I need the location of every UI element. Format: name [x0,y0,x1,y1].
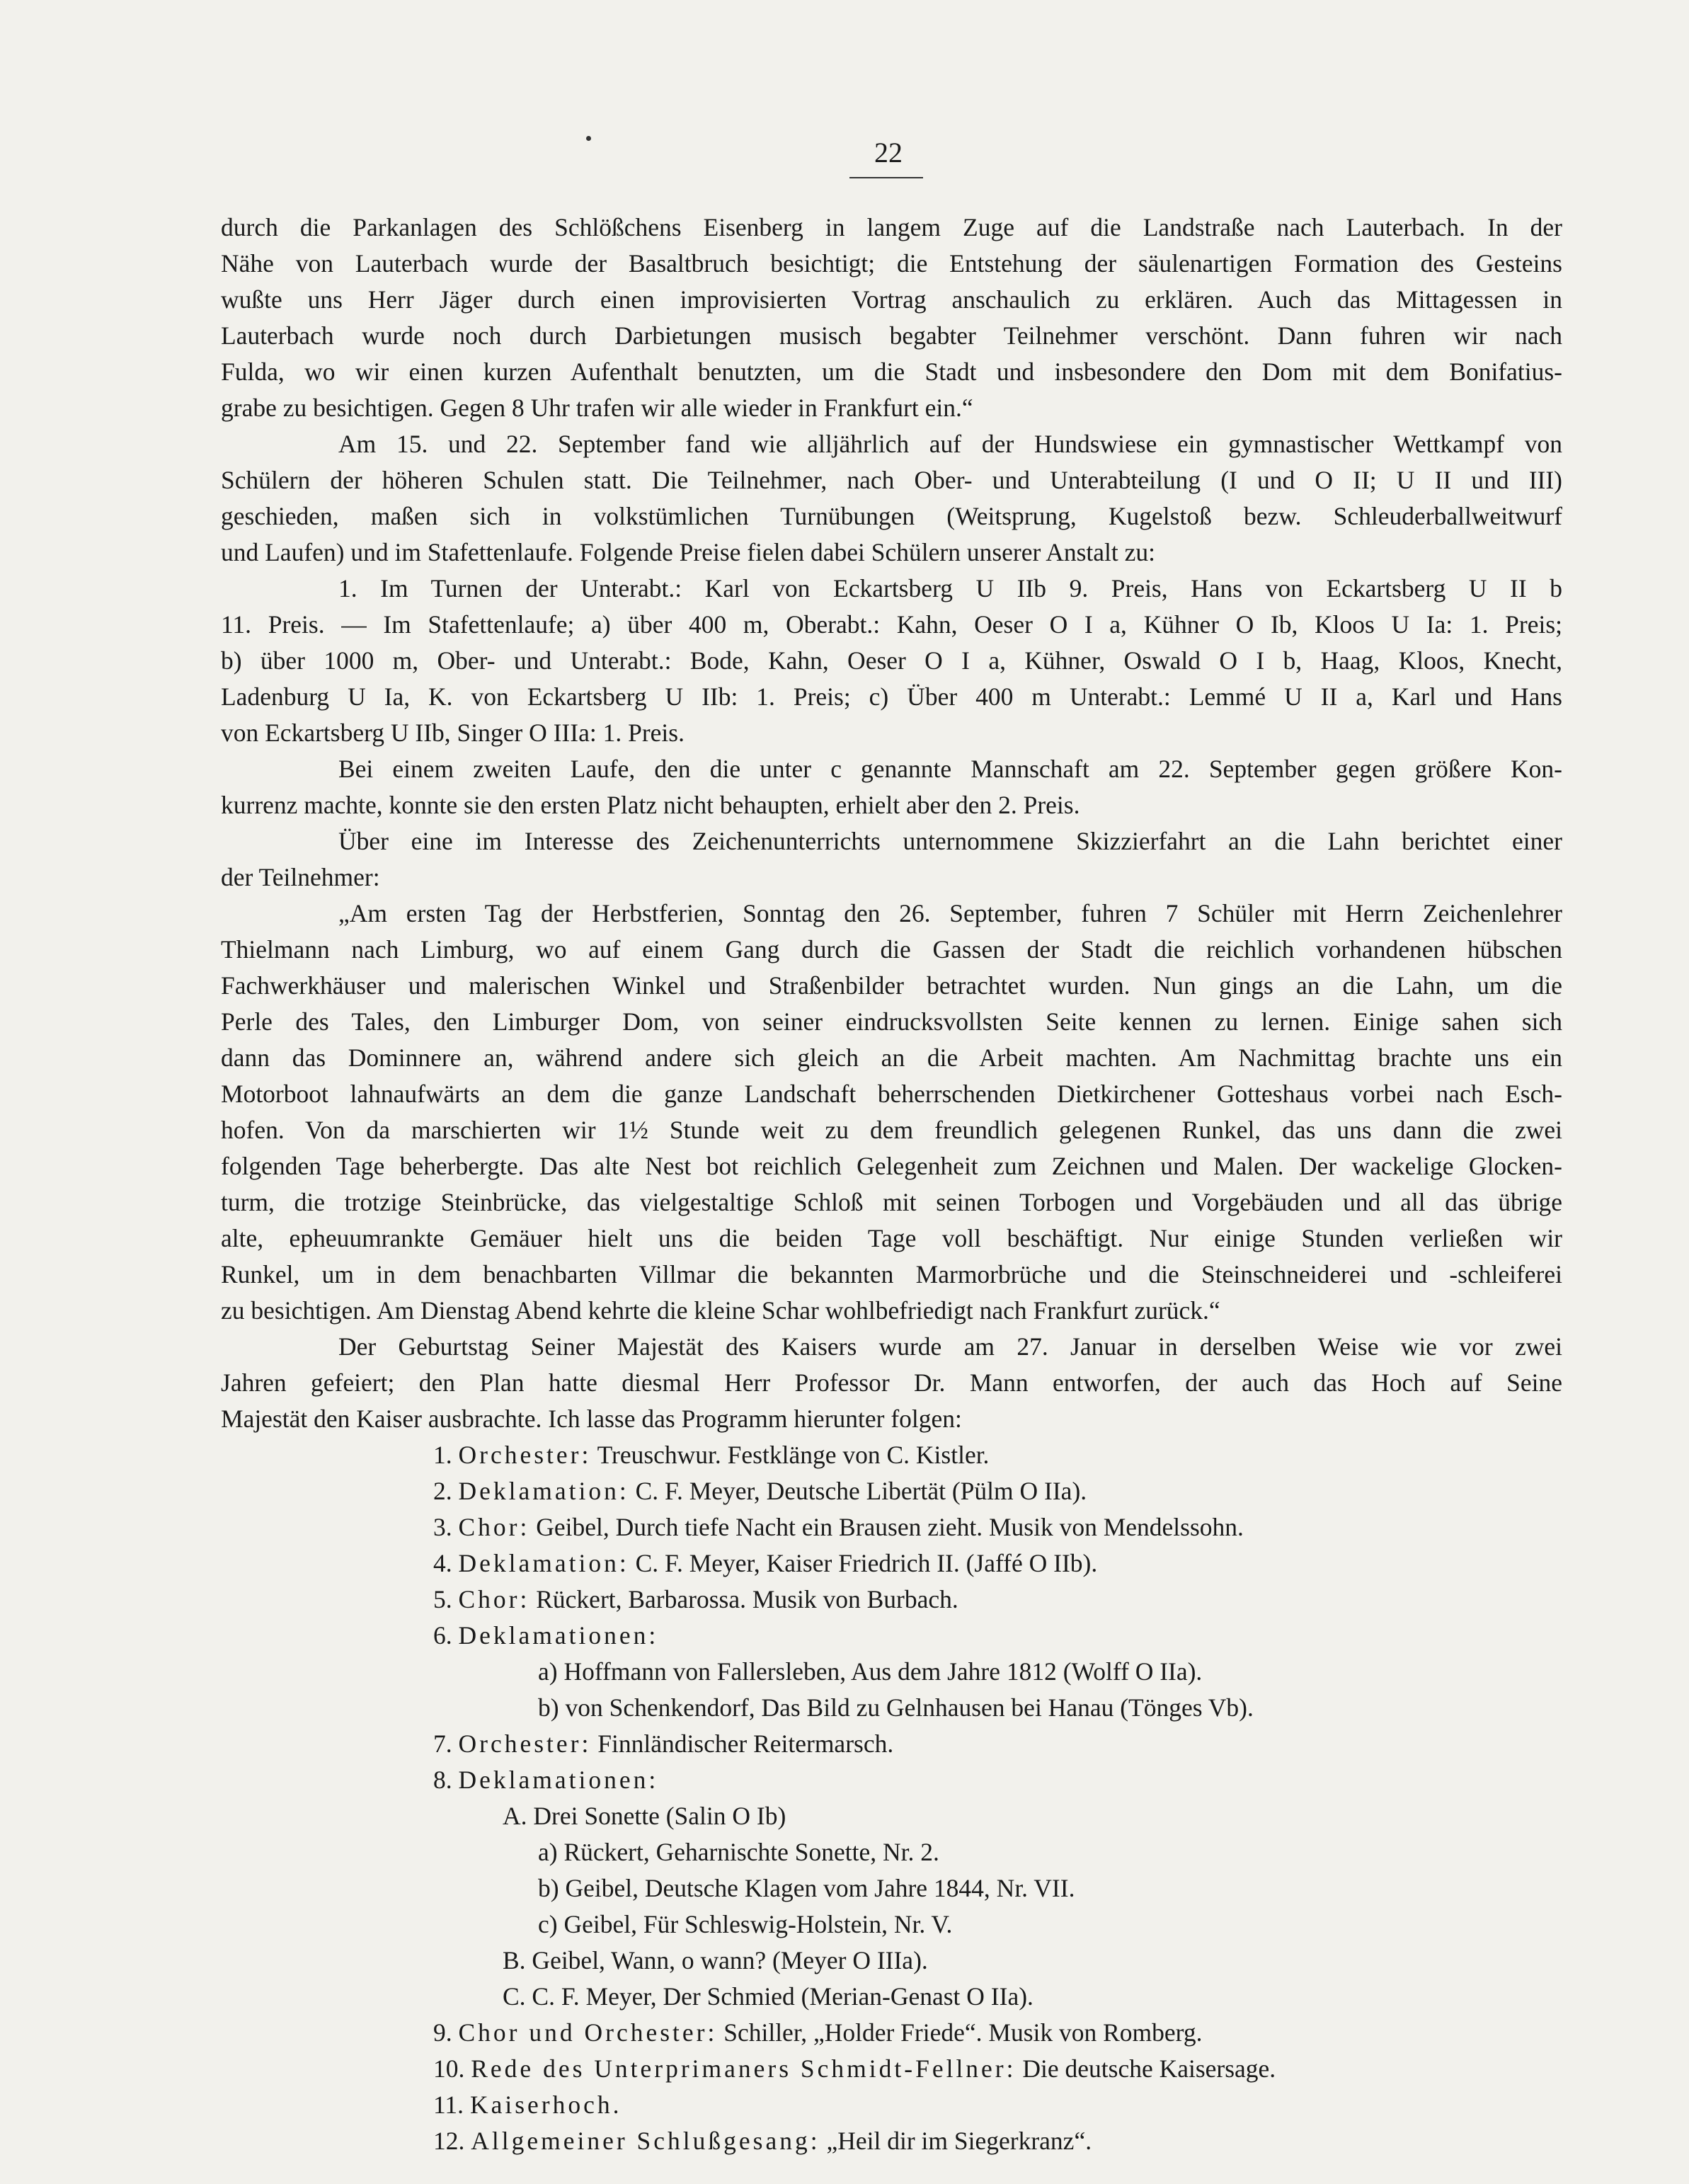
text-line: wußte uns Herr Jäger durch einen improvisierten Vortrag anschaulich zu erklären. Auch das Mittagessen in [221,285,1562,314]
program-item [221,1726,1562,1762]
text-line: Der Geburtstag Seiner Majestät des Kaisers wurde am 27. Januar in derselben Weise wie vor zwei [338,1332,1562,1361]
program-title: Chor und Orchester: [458,2018,718,2047]
text-line: Am 15. und 22. September fand wie alljährlich auf der Hundswiese ein gymnastischer Wettkampf von [338,430,1562,458]
text-line: Jahren gefeiert; den Plan hatte diesmal Herr Professor Dr. Mann entworfen, der auch das Hoch auf Seine [221,1368,1562,1397]
text-line: Fulda, wo wir einen kurzen Aufenthalt benutzten, um die Stadt und insbesondere den Dom mit dem Bonifatius- [221,358,1562,386]
program-number: 11. [433,2091,464,2119]
program-title: Deklamation: [458,1477,629,1505]
program-number: 3. [433,1513,452,1541]
program-text: Geibel, Durch tiefe Nacht ein Brausen zieht. Musik von Mendelssohn. [536,1513,1244,1541]
text-line: Bei einem zweiten Laufe, den die unter c genannte Mannschaft am 22. September gegen größere Kon- [338,755,1562,783]
program-item [221,2087,1562,2123]
text-line: alte, epheuumrankte Gemäuer hielt uns die beiden Tage voll beschäftigt. Nur einige Stunden verließen wir [221,1224,1562,1252]
text-line: Über eine im Interesse des Zeichenunterrichts unternommene Skizzierfahrt an die Lahn berichtet einer [338,827,1562,855]
program-title: Allgemeiner Schlußgesang: [471,2127,820,2155]
program-item [221,2051,1562,2087]
text-line: folgenden Tage beherbergte. Das alte Nest bot reichlich Gelegenheit zum Zeichnen und Malen. Der wackelige Glocken- [221,1152,1562,1180]
program-number: 8. [433,1766,452,1794]
program-item [221,1509,1562,1545]
program-title: Deklamationen: [458,1766,659,1794]
text-line: Motorboot lahnaufwärts an dem die ganze Landschaft beherrschenden Dietkirchener Gotteshaus vorbei nach Esch- [221,1080,1562,1108]
program-number: 4. [433,1549,452,1577]
program-item [221,1437,1562,1473]
program-text: C. F. Meyer, Deutsche Libertät (Pülm O IIa). [635,1477,1087,1505]
program-item [221,1545,1562,1582]
program-number: 2. [433,1477,452,1505]
text-line: b) über 1000 m, Ober- und Unterabt.: Bode, Kahn, Oeser O I a, Kühner, Oswald O I b, Haag, Kloos, Knecht, [221,646,1562,675]
text-line: turm, die trotzige Steinbrücke, das vielgestaltige Schloß mit seinen Torbogen und Vorgebäuden und all das übrige [221,1188,1562,1216]
page-number-rule [849,177,923,178]
program-item [221,2123,1562,2159]
program-item [221,1834,1562,1870]
text-line: hofen. Von da marschierten wir 1½ Stunde weit zu dem freundlich gelegenen Runkel, das uns dann die zwei [221,1116,1562,1144]
text-line: grabe zu besichtigen. Gegen 8 Uhr trafen wir alle wieder in Frankfurt ein.“ [221,394,973,422]
program-title: Rede des Unterprimaners Schmidt-Fellner: [471,2054,1017,2083]
program-subitem: a) Hoffmann von Fallersleben, Aus dem Jahre 1812 (Wolff O IIa). [538,1657,1203,1686]
program-text: Rückert, Barbarossa. Musik von Burbach. [536,1585,958,1613]
text-line: geschieden, maßen sich in volkstümlichen Turnübungen (Weitsprung, Kugelstoß bezw. Schleuderballweitwurf [221,502,1562,530]
program-number: 1. [433,1441,452,1469]
program-item [221,1798,1562,1834]
program-title: Deklamation: [458,1549,629,1577]
program-item [221,1654,1562,1690]
program-number: 7. [433,1730,452,1758]
text-line: und Laufen) und im Stafettenlaufe. Folgende Preise fielen dabei Schülern unserer Anstalt zu: [221,538,1156,566]
program-text: C. F. Meyer, Kaiser Friedrich II. (Jaffé O IIb). [635,1549,1098,1577]
text-line: Runkel, um in dem benachbarten Villmar die bekannten Marmorbrüche und die Steinschneiderei und -schleiferei [221,1260,1562,1288]
text-line: Perle des Tales, den Limburger Dom, von seiner eindrucksvollsten Seite kennen zu lernen. Einige sahen sich [221,1007,1562,1036]
program-title: Chor: [458,1513,530,1541]
program-text: Finnländischer Reitermarsch. [597,1730,894,1758]
text-line: Lauterbach wurde noch durch Darbietungen musisch begabter Teilnehmer verschönt. Dann fuhren wir nach [221,321,1562,350]
text-line: kurrenz machte, konnte sie den ersten Platz nicht behaupten, erhielt aber den 2. Preis. [221,791,1080,819]
text-line: 1. Im Turnen der Unterabt.: Karl von Eckartsberg U IIb 9. Preis, Hans von Eckartsberg U II b [338,574,1562,602]
program-title: Deklamationen: [458,1621,659,1650]
program-number: 6. [433,1621,452,1650]
program-subitem: b) von Schenkendorf, Das Bild zu Gelnhausen bei Hanau (Tönges Vb). [538,1693,1254,1722]
text-line: von Eckartsberg U IIb, Singer O IIIa: 1. Preis. [221,719,685,747]
text-line: Schülern der höheren Schulen statt. Die Teilnehmer, nach Ober- und Unterabteilung (I und O II; U II und III) [221,466,1562,494]
program-text: Treuschwur. Festklänge von C. Kistler. [597,1441,990,1469]
text-line: „Am ersten Tag der Herbstferien, Sonntag den 26. September, fuhren 7 Schüler mit Herrn Zeichenlehrer [338,899,1562,927]
program-title: Orchester: [458,1441,592,1469]
program-title: Kaiserhoch. [469,2091,622,2119]
program-title: Orchester: [458,1730,592,1758]
text-line: Majestät den Kaiser ausbrachte. Ich lasse das Programm hierunter folgen: [221,1405,962,1433]
paragraphs [221,210,1562,1437]
program-subitem: C. C. F. Meyer, Der Schmied (Merian-Genast O IIa). [503,1982,1034,2011]
program-number: 9. [433,2018,452,2047]
program-text: Schiller, „Holder Friede“. Musik von Romberg. [723,2018,1203,2047]
text-line: Ladenburg U Ia, K. von Eckartsberg U IIb: 1. Preis; c) Über 400 m Unterabt.: Lemmé U II a, Karl und Hans [221,682,1562,711]
body-text [221,210,1562,2159]
program-subitem: c) Geibel, Für Schleswig-Holstein, Nr. V. [538,1910,953,1938]
program-subitem: b) Geibel, Deutsche Klagen vom Jahre 1844, Nr. VII. [538,1874,1075,1902]
text-line: Nähe von Lauterbach wurde der Basaltbruch besichtigt; die Entstehung der säulenartigen Formation des Gesteins [221,249,1562,278]
text-line: durch die Parkanlagen des Schlößchens Eisenberg in langem Zuge auf die Landstraße nach Lauterbach. In der [221,213,1562,241]
program-item [221,1870,1562,1906]
page-number: 22 [874,137,903,168]
program-text: Die deutsche Kaisersage. [1022,2054,1276,2083]
program-item [221,1618,1562,1654]
program-text: „Heil dir im Siegerkranz“. [826,2127,1092,2155]
text-line: 11. Preis. — Im Stafettenlaufe; a) über 400 m, Oberabt.: Kahn, Oeser O I a, Kühner O Ib, Kloos U Ia: 1. Preis; [221,610,1562,639]
program-item [221,1473,1562,1509]
program-subitem: a) Rückert, Geharnischte Sonette, Nr. 2. [538,1838,939,1866]
program-subitem: B. Geibel, Wann, o wann? (Meyer O IIIa). [503,1946,928,1974]
text-line: Thielmann nach Limburg, wo auf einem Gang durch die Gassen der Stadt die reichlich vorhandenen hübschen [221,935,1562,964]
program-item [221,2015,1562,2051]
program-item [221,1906,1562,1943]
program-title: Chor: [458,1585,530,1613]
text-line: der Teilnehmer: [221,863,380,891]
program-number: 12. [433,2127,465,2155]
program-item [221,1582,1562,1618]
text-line: dann das Dominnere an, während andere sich gleich an die Arbeit machten. Am Nachmittag brachte uns ein [221,1044,1562,1072]
program-list [221,1437,1562,2159]
program-item [221,1979,1562,2015]
program-item [221,1762,1562,1798]
text-line: Fachwerkhäuser und malerischen Winkel und Straßenbilder betrachtet wurden. Nun gings an die Lahn, um die [221,971,1562,1000]
program-item [221,1943,1562,1979]
text-line: zu besichtigen. Am Dienstag Abend kehrte die kleine Schar wohlbefriedigt nach Frankfurt zurück.“ [221,1296,1220,1325]
program-number: 10. [433,2054,465,2083]
program-item [221,1690,1562,1726]
program-subitem: A. Drei Sonette (Salin O Ib) [503,1802,786,1830]
stray-dot [586,136,591,141]
program-number: 5. [433,1585,452,1613]
